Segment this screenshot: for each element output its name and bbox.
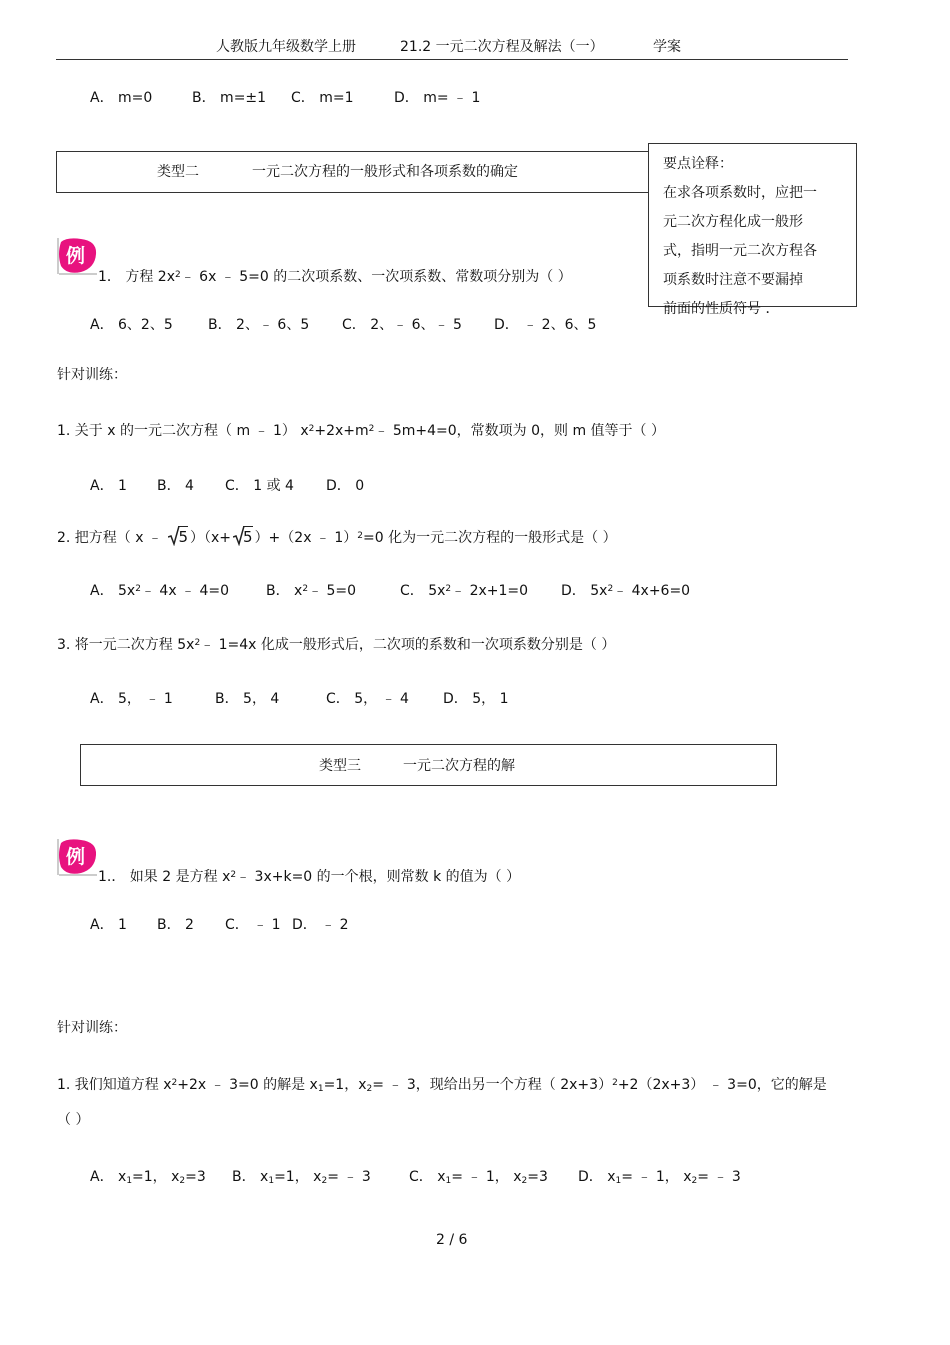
option-text: = ﹣ 1， x [451, 1169, 522, 1185]
q4-option-c [409, 1166, 548, 1186]
section-2-type: 类型二 [157, 164, 199, 180]
subscript: 1 [615, 1176, 622, 1186]
q1-option-d: D． 0 [326, 478, 365, 494]
subscript: 2 [691, 1176, 698, 1186]
example-badge [57, 236, 97, 274]
note-line: 要点诠释： [663, 156, 733, 172]
practice-label: 针对训练： [57, 1020, 127, 1036]
exponent: 2 [135, 584, 141, 594]
exponent: 2 [171, 1078, 178, 1088]
example-badge [57, 837, 97, 875]
option-text: C． x [409, 1169, 446, 1185]
exponent: 2 [607, 584, 614, 594]
q3-option-d: D． 5， 1 [443, 691, 509, 707]
note-line: 元二次方程化成一般形 [663, 214, 803, 230]
example-2-option-a: A． 1 [90, 917, 127, 933]
note-line: 项系数时注意不要漏掉 [663, 272, 803, 288]
q2-part-d: =0 化为一元二次方程的一般形式是（ ） [363, 530, 617, 546]
top-option-a: A． m=0 [90, 90, 153, 106]
exponent: 2 [230, 870, 237, 880]
example-2-option-c: C． ﹣ 1 [225, 917, 281, 933]
sqrt-value: 5 [243, 528, 253, 546]
exponent: 2 [302, 584, 309, 594]
q4-option-a [90, 1166, 206, 1186]
option-text: = ﹣ 1， x [621, 1169, 692, 1185]
subscript: 1 [317, 1084, 324, 1094]
note-line: 式，指明一元二次方程各 [663, 243, 817, 259]
section-3-type: 类型三 [319, 758, 361, 774]
option-text: ﹣ 2x+1=0 [451, 583, 529, 599]
example-1-prefix: 1． 方程 2x [98, 269, 175, 285]
q2-option-c [400, 580, 528, 600]
q3-part-b: ﹣ 1=4x 化成一般形式后，二次项的系数和一次项系数分别是（ ） [200, 637, 616, 653]
question-4-line-2: （ ） [57, 1112, 90, 1128]
question-1 [57, 420, 665, 440]
q4-part-c: =1，x [323, 1077, 367, 1093]
sqrt-value: 5 [178, 528, 188, 546]
key-points-note [648, 143, 857, 317]
option-text: B． x [266, 583, 303, 599]
option-text: =3 [185, 1169, 206, 1185]
q2-part-c: ）+（2x ﹣ 1） [254, 530, 358, 546]
practice-label: 针对训练： [57, 367, 127, 383]
q4-part-d: = ﹣ 3，现给出另一个方程（ 2x+3） [372, 1077, 613, 1093]
option-text: A． 5x [90, 583, 136, 599]
q1-option-b: B． 4 [157, 478, 194, 494]
option-text: ﹣ 4x+6=0 [613, 583, 691, 599]
q3-option-b: B． 5， 4 [215, 691, 280, 707]
subscript: 1 [445, 1176, 452, 1186]
question-4 [57, 1074, 827, 1094]
exponent: 2 [308, 424, 315, 434]
example-1-question [98, 266, 572, 286]
subscript: 2 [521, 1176, 528, 1186]
question-2 [57, 527, 617, 547]
exponent: 2 [445, 584, 452, 594]
q1-option-c: C． 1 或 4 [225, 478, 294, 494]
option-text: A． x [90, 1169, 127, 1185]
exponent: 2 [368, 424, 375, 434]
top-option-c: C． m=1 [291, 90, 354, 106]
option-text: D． x [578, 1169, 616, 1185]
note-line: 在求各项系数时，应把一 [663, 185, 817, 201]
q4-part-e: +2（2x+3） ﹣ 3=0，它的解是 [617, 1077, 827, 1093]
example-2-part-a: 1.． 如果 2 是方程 x [98, 869, 231, 885]
badge-char: 例 [66, 245, 86, 267]
subscript: 1 [268, 1176, 275, 1186]
option-text: ﹣ 5=0 [308, 583, 357, 599]
option-text: =1， x [132, 1169, 180, 1185]
option-text: =3 [527, 1169, 548, 1185]
q1-part-a: 1. 关于 x 的一元二次方程（ m ﹣ 1） x [57, 423, 309, 439]
page-number: 2 / 6 [436, 1232, 468, 1248]
q4-part-b: +2x ﹣ 3=0 的解是 x [177, 1077, 318, 1093]
option-text: =1， x [274, 1169, 322, 1185]
section-3-title: 一元二次方程的解 [403, 758, 515, 774]
header-rule [56, 59, 848, 60]
subscript: 2 [366, 1084, 373, 1094]
subscript: 2 [321, 1176, 328, 1186]
example-2-part-b: ﹣ 3x+k=0 的一个根，则常数 k 的值为（ ） [236, 869, 521, 885]
subscript: 1 [126, 1176, 133, 1186]
q4-option-d [578, 1166, 741, 1186]
option-text: ﹣ 4x ﹣ 4=0 [140, 583, 230, 599]
q3-option-a: A． 5， ﹣ 1 [90, 691, 173, 707]
header-left: 人教版九年级数学上册 [216, 39, 356, 55]
exponent: 2 [612, 1078, 618, 1088]
sqrt-symbol [168, 528, 188, 546]
question-3 [57, 634, 615, 654]
q4-option-b [232, 1166, 371, 1186]
badge-char: 例 [66, 846, 86, 868]
q2-part-b: ）（x+ [190, 530, 232, 546]
q2-option-b [266, 580, 356, 600]
q2-option-a [90, 580, 229, 600]
example-1-option-d: D． ﹣ 2、6、5 [494, 317, 597, 333]
top-option-d: D． m= ﹣ 1 [394, 90, 481, 106]
sqrt-symbol [233, 528, 253, 546]
option-text: C． 5x [400, 583, 446, 599]
q2-part-a: 2. 把方程（ x ﹣ [57, 530, 162, 546]
exponent: 2 [357, 531, 364, 541]
q1-option-a: A． 1 [90, 478, 127, 494]
section-2-title: 一元二次方程的一般形式和各项系数的确定 [252, 164, 518, 180]
exponent: 2 [175, 270, 181, 280]
example-2-option-b: B． 2 [157, 917, 194, 933]
subscript: 2 [179, 1176, 186, 1186]
option-text: = ﹣ 3 [327, 1169, 371, 1185]
header-center: 21.2 一元二次方程及解法（一） [400, 39, 604, 55]
q3-option-c: C． 5， ﹣ 4 [326, 691, 409, 707]
example-1-option-b: B． 2、﹣ 6、5 [208, 317, 310, 333]
note-line: 前面的性质符号 ． [663, 301, 780, 317]
option-text: B． x [232, 1169, 269, 1185]
option-text: D． 5x [561, 583, 608, 599]
top-option-b: B． m=±1 [192, 90, 267, 106]
example-1-option-a: A． 6、2、5 [90, 317, 173, 333]
example-2-option-d: D． ﹣ 2 [292, 917, 349, 933]
example-1-option-c: C． 2、﹣ 6、﹣ 5 [342, 317, 462, 333]
example-1-rest: ﹣ 6x ﹣ 5=0 的二次项系数、一次项系数、常数项分别为（ ） [180, 269, 572, 285]
header-right: 学案 [653, 39, 681, 55]
q1-part-b: +2x+m [314, 423, 369, 439]
exponent: 2 [194, 638, 201, 648]
q4-part-a: 1. 我们知道方程 x [57, 1077, 172, 1093]
q3-part-a: 3. 将一元二次方程 5x [57, 637, 195, 653]
example-2-question [98, 866, 520, 886]
q2-option-d [561, 580, 690, 600]
option-text: = ﹣ 3 [697, 1169, 741, 1185]
q1-part-c: ﹣ 5m+4=0，常数项为 0，则 m 值等于（ ） [374, 423, 666, 439]
